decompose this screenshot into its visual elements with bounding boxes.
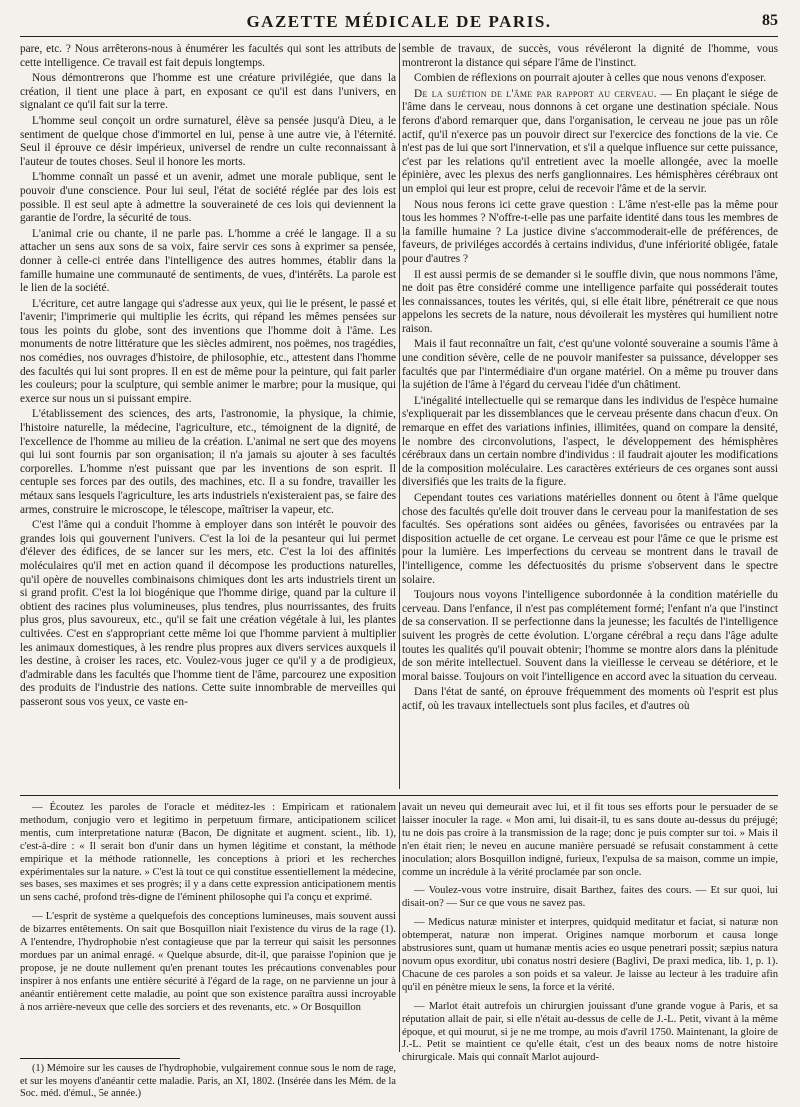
feuilleton-right-column: [402, 802, 778, 1064]
paragraph: Mais il faut reconnaître un fait, c'est qu'une volonté souveraine a soumis l'âme à une condition sévère, celle de ne pouvoir manifester sa puissance, développer ses facultés que par l'intermédiaire d'un organe matériel. On a même pu trouver dans la sujétion de l'âme à l'égard du cerveau l'idée d'un châtiment.: [402, 338, 778, 392]
paragraph: Il est aussi permis de se demander si le souffle divin, que nous nommons l'âme, ne doit pas être considéré comme une intelligence parfaite qui posséderait toutes les connaissances, toutes les vérités, qui, si elle était libre, pénétrerait ce que nous appelons les secrets de la nature, nous dévoilerait les mystères qui humilient notre raison.: [402, 268, 778, 335]
paragraph: L'animal crie ou chante, il ne parle pas. L'homme a créé le langage. Il a su attacher un sens aux sons de sa voix, faire servir ces sons à exprimer sa pensée, donner à celle-ci entrée dans l'intelligence des autres hommes, établir dans la famille humaine une communauté de sentiments, de vues, d'intérêts. La parole est le lien de la société.: [20, 227, 396, 295]
paragraph: pare, etc. ? Nous arrêterons-nous à énumérer les facultés qui sont les attributs de cette intelligence. Ce travail est fait depuis longtemps.: [20, 43, 396, 69]
page-number: 85: [762, 12, 778, 29]
main-left-column: [20, 43, 396, 789]
paragraph: avait un neveu qui demeurait avec lui, et il fit tous ses efforts pour le persuader de se laisser inoculer la rage. « Mon ami, lui disait-il, tu es sans doute au-dessus du préjugé; tu ne dois pas croire à la transmission de la rage; donc je puis compter sur toi. » Mais il n'en était rien; le neveu en aucune manière persuadé se refusait constamment à cette inoculation; alors Bosquillon indigné, furieux, l'expulsa de sa maison, comme un impie, comme un incrédule à la vérité proclamée par son oncle.: [402, 802, 778, 878]
feuilleton-left-column: [20, 802, 396, 1052]
section-heading: De la sujétion de l'âme par rapport au cerveau.: [414, 87, 657, 100]
paragraph: L'homme connaît un passé et un avenir, admet une morale publique, sent le pouvoir d'une conscience. Pour lui seul, l'état de société réglée par des lois est possible. Il est seul apte à admettre la souveraineté de ces lois qui deviennent la garantie de l'ordre, la sécurité de tous.: [20, 171, 396, 225]
paragraph: L'inégalité intellectuelle qui se remarque dans les individus de l'espèce humaine s'expliquerait par les dissemblances que le cerveau présente dans chacun d'eux. On remarque en effet des variations infinies, illimitées, quand on compare la densité, le nombre des circonvolutions, l'aspect, le développement des hémisphères cérébraux dans un certain nombre d'individus : il faudrait ajouter les modifications de la composition moléculaire. Les caractères extérieurs de ces organes sont aussi diversifiés que les traits de la figure.: [402, 394, 778, 489]
footnote-text: (1) Mémoire sur les causes de l'hydrophobie, vulgairement connue sous le nom de rage, et sur les moyens d'anéantir cette maladie. Paris, an XI, 1802. (Insérée dans les Mém. de la Soc. méd. d'émul., 5e année.): [20, 1063, 396, 1100]
section-paragraph: [402, 88, 778, 197]
paragraph: Toujours nous voyons l'intelligence subordonnée à la condition matérielle du cerveau. Dans l'enfance, il n'est pas complétement formé; l'enfant n'a que l'instinct de sa conservation. Il se perfectionne dans la jeunesse; les facultés de l'intelligence suivent les progrès de cette évolution. L'organe cérébral a reçu dans l'âge adulte toutes les qualités qu'il pouvait obtenir; l'homme se montre alors dans la plénitude de son mérite intellectuel. Souvent dans la vieillesse le cerveau se détériore, et le moral baisse. Toujours on voit l'intelligence en accord avec la situation du cerveau.: [402, 589, 778, 683]
paragraph: Cependant toutes ces variations matérielles donnent ou ôtent à l'âme quelque chose des facultés qu'elle doit trouver dans le cerveau pour la manifestation de ses facultés. Ses opérations sont aidées ou gênées, favorisées ou entravées par la disposition actuelle de cet organe. Le cerveau est pour l'âme ce que le prisme est pour la lumière. Les imperfections du cerveau se montrent dans le travail de l'intelligence, comme les défectuosités du prisme s'observent dans le spectre solaire.: [402, 492, 778, 586]
column-divider: [399, 802, 400, 1052]
paragraph: L'homme seul conçoit un ordre surnaturel, élève sa pensée jusqu'à Dieu, a le sentiment de quelque chose d'immortel en lui, pense à une autre vie, à l'éternité. Seul il éprouve ce désir impérieux, universel de rendre un culte reconnaissant à l'auteur de toutes choses. Seul il honore les morts.: [20, 114, 396, 168]
feuilleton-section: [20, 802, 778, 1064]
main-article: [20, 43, 778, 789]
paragraph: semble de travaux, de succès, vous révéleront la dignité de l'homme, vous montreront la distance qui sépare l'âme de l'instinct.: [402, 43, 778, 69]
journal-title: GAZETTE MÉDICALE DE PARIS.: [246, 12, 552, 31]
paragraph: Combien de réflexions on pourrait ajouter à celles que nous venons d'exposer.: [414, 72, 767, 85]
paragraph: — Voulez-vous votre instruire, disait Barthez, faites des cours. — Et sur quoi, lui disait-on? — Sur ce que vous ne savez pas.: [402, 885, 778, 910]
footnote: [20, 1058, 396, 1101]
paragraph: C'est l'âme qui a conduit l'homme à employer dans son intérêt le pouvoir des grandes lois qui gouvernent l'univers. C'est la loi de la pesanteur qui lui permet d'élever des édifices, de se lancer sur les mers, etc. C'est la loi des affinités moléculaires qu'il met en action quand il décompose les productions naturelles, qu'il opère de nouvelles combinaisons chimiques dont les arts industriels tirent un si grand profit. C'est la loi biogénique que l'homme dirige, quand par la culture il obtient des racines plus volumineuses, plus tendres, plus nourrissantes, des fruits plus gros, plus savoureux, etc., qu'il se fait une création végétale à lui, les plantes cultivées. C'est en s'appropriant cette même loi que l'homme parvient à multiplier les animaux domestiques, à les rendre plus propres aux divers services auxquels il les destine, à croiser les races, etc. Voulez-vous juger ce qu'il y a de prodigieux, d'admirable dans les facultés que l'homme tient de l'âme, parcourez une exposition des produits de l'industrie des nations. Cette suite innombrable de merveilles qui passeront sous vos yeux, ce vaste en-: [20, 519, 396, 708]
paragraph: — Medicus naturæ minister et interpres, quidquid meditatur et faciat, si naturæ non obtemperat, naturæ non imperat. Origines namque morborum et causa longe abstrusiores sunt, quam ut humanæ mentis acies eo usque penetrari possit; sæpius natura novum opus exorditur, ubi conatus nostri desiere (Baglivi, De praxi medica, lib. 1, p. 1). Chacune de ces paroles a son poids et sa valeur. Je laisse au lecteur à les traduire afin qu'il en pénètre mieux le sens, la force et la vérité.: [402, 917, 778, 993]
feuilleton-rule: [20, 795, 778, 796]
paragraph: L'établissement des sciences, des arts, l'astronomie, la physique, la chimie, l'histoire naturelle, la médecine, l'agriculture, etc., témoignent de la dignité, de l'excellence de l'homme au milieu de la création. L'animal ne sert que des moyens qui lui sont fournis par son organisation; il n'a jamais su ajouter à ses facultés corporelles. L'homme n'est puissant que par les inventions de son esprit. Il centuple ses forces par des outils, des machines, etc. Il a su fondre, travailler les métaux sans lesquels l'agriculture, les arts industriels n'existeraient pas, se faire des armes, construire le microscope, le télescope, maîtriser la vapeur, etc.: [20, 408, 396, 516]
paragraph: — Écoutez les paroles de l'oracle et méditez-les : Empiricam et rationalem methodum, conjugio vero et legitimo in perpetuum firmare, anticipationem scilicet mentis, cum interpretatione naturæ (Bacon, De dignitate et augment. scient., lib. 1), c'est-à-dire : « Il serait bon d'unir dans un hymen légitime et constant, la méthode empirique et la méthode rationnelle, les conceptions à priori et les recherches expérimentales sur la nature. » C'est là tout ce qui constitue essentiellement la médecine, ses bases, ses maximes et ses progrès; il y a dans cette expression anticipationem mentis un sens caché, profond très-digne de l'éminent philosophe qui l'a conçu et exprimé.: [20, 802, 396, 904]
paragraph: Nous démontrerons que l'homme est une créature privilégiée, que dans la création, il tient une place à part, en exposant ce qu'il est dans l'univers, en signalant ce qu'il fait sur la terre.: [20, 72, 396, 112]
page-header: [20, 10, 778, 37]
paragraph: Nous nous ferons ici cette grave question : L'âme n'est-elle pas la même pour tous les hommes ? N'offre-t-elle pas une parfaite identité dans tous les membres de la famille humaine ? La justice divine s'accommoderait-elle de préférences, de faveurs, de priviléges accordés à certains individus, d'une infériorité obligée, fatale pour d'autres ?: [402, 198, 778, 265]
section-text: — En plaçant le siége de l'âme dans le cerveau, nous donnons à cet organe une destination spéciale. Nous ferons d'abord remarquer que, dans l'organisation, le cerveau ne joue pas un rôle actif, qu'il n'exerce pas un pouvoir direct sur l'exercice des fonctions de la vie. Ce n'est pas de lui que sort l'innervation, et s'il a quelque influence sur cette puissance, c'est par les relations qu'il entretient avec la moelle allongée, avec la moelle épinière, avec les plexus des nerfs ganglionnaires. Les hémisphères cérébraux ont un emploi qui leur est propre, celui de recevoir l'âme et de la servir.: [402, 87, 778, 195]
paragraph: L'écriture, cet autre langage qui s'adresse aux yeux, qui lie le présent, le passé et l'avenir; l'imprimerie qui multiplie les écrits, qui répand les mêmes pensées sur tous les points du globe, sont des inventions que l'homme doit à l'âme. Les monuments de notre littérature que les siècles admirent, nos poëmes, nos tragédies, nos comédies, nos ouvrages d'histoire, de philosophie, etc., attestent dans l'homme des facultés qui lui sont propres. Il en est de même pour la peinture, qui fait parler les couleurs; pour la sculpture, qui semble animer le marbre; pour la musique, qui exerce sur nous un si puissant empire.: [20, 297, 396, 405]
paragraph: — L'esprit de système a quelquefois des conceptions lumineuses, mais souvent aussi de bizarres entêtements. On sait que Bosquillon niait l'existence du virus de la rage (1). A l'entendre, l'hydrophobie n'est contagieuse que par la terreur qui saisit les personnes mordues par un animal enragé. « Quelque absurde, dit-il, que paraisse l'opinion que je propose, je ne doute nullement qu'en prenant toutes les précautions convenables pour inspirer à nos enfants une entière sécurité à l'égard de la rage, on ne parvienne un jour à anéantir entièrement cette maladie, au point que son existence paraîtra aussi incroyable à nos arrière-neveux que celle des sorciers et des revenants, etc. » Or Bosquillon: [20, 911, 396, 1013]
column-divider: [399, 43, 400, 789]
main-right-column: [402, 43, 778, 789]
paragraph: Dans l'état de santé, on éprouve fréquemment des moments où l'esprit est plus actif, où les travaux intellectuels sont plus faciles, et d'autres où: [402, 686, 778, 712]
footnote-rule: [20, 1058, 180, 1059]
paragraph: — Marlot était autrefois un chirurgien jouissant d'une grande vogue à Paris, et sa réputation allait de pair, si elle n'était au-dessus de celle de J.-L. Petit, vivant à la même époque, et qui mourut, si je ne me trompe, au mois d'avril 1750. Maintenant, la gloire de J.-L. Petit se maintient ce qu'elle était, c'est un des beaux noms de notre histoire chirurgicale. Mais qui connaît Marlot aujourd-: [402, 1000, 778, 1064]
